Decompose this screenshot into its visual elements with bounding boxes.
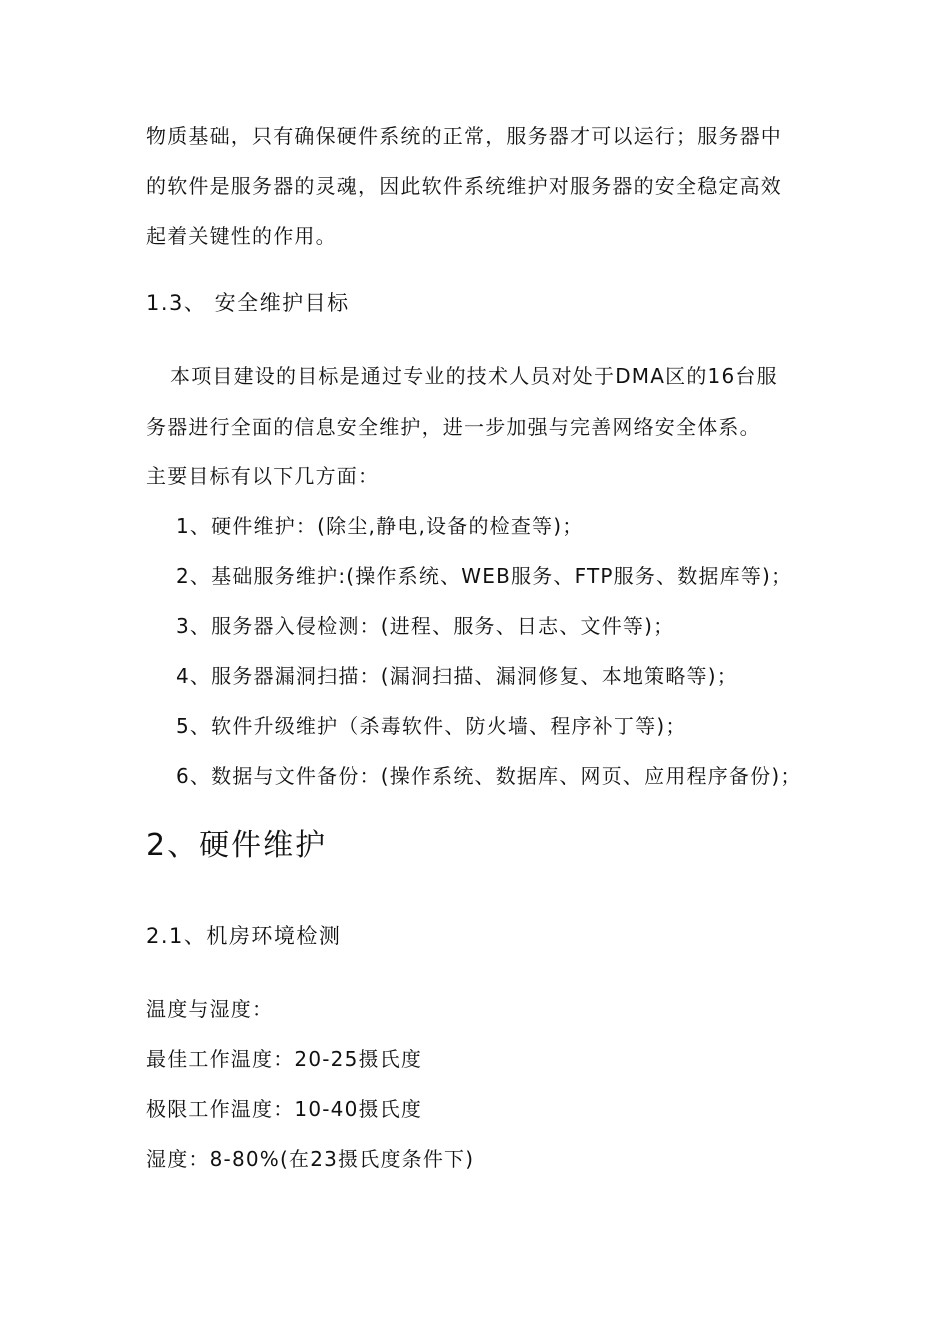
paragraph-line: 温度与湿度：	[146, 997, 274, 1021]
section-heading-2-1: 2.1、机房环境检测	[146, 924, 342, 948]
paragraph-line: 物质基础，只有确保硬件系统的正常，服务器才可以运行；服务器中	[146, 124, 782, 148]
paragraph-line: 起着关键性的作用。	[146, 224, 337, 248]
list-item: 2、基础服务维护:(操作系统、WEB服务、FTP服务、数据库等)；	[176, 564, 793, 588]
paragraph-line: 极限工作温度：10-40摄氏度	[146, 1097, 423, 1121]
paragraph-line: 主要目标有以下几方面：	[146, 464, 380, 488]
chapter-heading-2: 2、硬件维护	[146, 828, 328, 863]
paragraph-line: 本项目建设的目标是通过专业的技术人员对处于DMA区的16台服	[170, 364, 778, 388]
list-item: 5、软件升级维护（杀毒软件、防火墙、程序补丁等)；	[176, 714, 687, 738]
list-item: 3、服务器入侵检测：(进程、服务、日志、文件等)；	[176, 614, 675, 638]
paragraph-line: 的软件是服务器的灵魂，因此软件系统维护对服务器的安全稳定高效	[146, 174, 782, 198]
list-item: 6、数据与文件备份：(操作系统、数据库、网页、应用程序备份)；	[176, 764, 802, 788]
section-heading-1-3: 1.3、 安全维护目标	[146, 291, 350, 315]
list-item: 4、服务器漏洞扫描：(漏洞扫描、漏洞修复、本地策略等)；	[176, 664, 738, 688]
list-item: 1、硬件维护：(除尘,静电,设备的检查等)；	[176, 514, 584, 538]
paragraph-line: 最佳工作温度：20-25摄氏度	[146, 1047, 423, 1071]
paragraph-line: 务器进行全面的信息安全维护，进一步加强与完善网络安全体系。	[146, 415, 761, 439]
paragraph-line: 湿度：8-80%(在23摄氏度条件下)	[146, 1147, 475, 1171]
